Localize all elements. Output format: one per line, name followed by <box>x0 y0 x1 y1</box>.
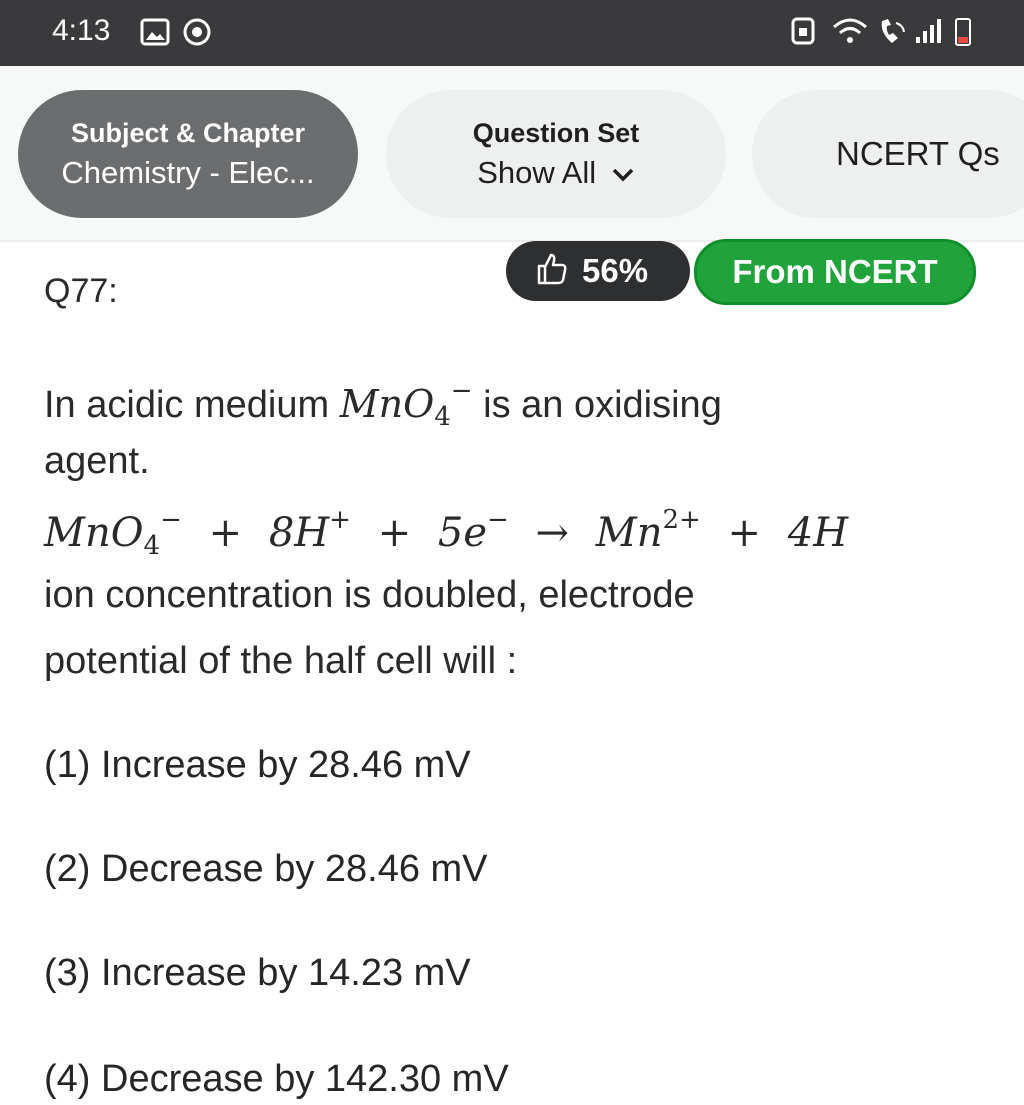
plus-sign: + <box>208 510 243 556</box>
signal-icon <box>914 15 942 52</box>
shield-icon <box>790 15 816 52</box>
gallery-icon <box>140 17 170 52</box>
record-icon <box>182 17 212 52</box>
question-text-part: is an oxidising <box>483 384 722 426</box>
question-text-line-2: agent. <box>44 440 150 482</box>
status-bar <box>0 0 1024 66</box>
math-term: Mn <box>595 510 663 556</box>
wifi-icon <box>830 15 870 54</box>
answer-option-4[interactable]: (4) Decrease by 142.30 mV <box>44 1058 509 1100</box>
plus-sign: + <box>727 510 762 556</box>
subject-chapter-value: Chemistry - Elec... <box>61 154 315 190</box>
math-superscript: + <box>329 505 351 535</box>
ncert-questions-filter[interactable] <box>752 90 1024 218</box>
question-set-label: Question Set <box>472 117 640 148</box>
question-set-value: Show All <box>477 154 597 190</box>
answer-option-2[interactable]: (2) Decrease by 28.46 mV <box>44 848 488 890</box>
answer-option-1[interactable]: (1) Increase by 28.46 mV <box>44 744 471 786</box>
half-reaction-equation <box>44 505 848 561</box>
chevron-down-icon <box>611 155 635 191</box>
thumbs-up-icon <box>536 252 568 291</box>
math-term: MnO <box>339 382 435 426</box>
subject-chapter-label: Subject & Chapter <box>70 117 306 148</box>
source-badge: From NCERT <box>694 239 976 305</box>
subject-chapter-filter[interactable] <box>18 90 358 218</box>
answer-option-3[interactable]: (3) Increase by 14.23 mV <box>44 952 471 994</box>
question-text-line-1 <box>44 376 722 432</box>
battery-icon <box>954 15 972 54</box>
math-superscript: − <box>450 376 473 406</box>
question-set-filter[interactable] <box>386 90 726 218</box>
question-text-line-4: ion concentration is doubled, electrode <box>44 574 695 616</box>
math-permanganate <box>339 376 473 432</box>
math-superscript: − <box>487 505 509 535</box>
plus-sign: + <box>377 510 412 556</box>
like-percentage-badge <box>506 241 690 301</box>
math-subscript: 4 <box>143 531 161 561</box>
math-term: MnO <box>44 510 144 556</box>
math-term: 5e <box>437 510 488 556</box>
status-time: 4:13 <box>52 14 111 47</box>
question-number: Q77: <box>44 272 118 310</box>
like-percentage: 56% <box>582 252 649 289</box>
question-text-part: In acidic medium <box>44 384 330 426</box>
question-text-line-5: potential of the half cell will : <box>44 640 518 682</box>
math-term: 4H <box>787 510 849 556</box>
math-superscript: − <box>160 505 182 535</box>
filter-bar <box>0 66 1024 242</box>
volte-call-icon <box>876 15 910 54</box>
arrow-sign: → <box>535 510 570 556</box>
question-set-value-row <box>477 155 635 191</box>
math-subscript: 4 <box>434 402 451 432</box>
math-superscript: 2+ <box>662 505 701 535</box>
math-term: 8H <box>268 510 330 556</box>
ncert-questions-label: NCERT Qs <box>836 135 1000 172</box>
